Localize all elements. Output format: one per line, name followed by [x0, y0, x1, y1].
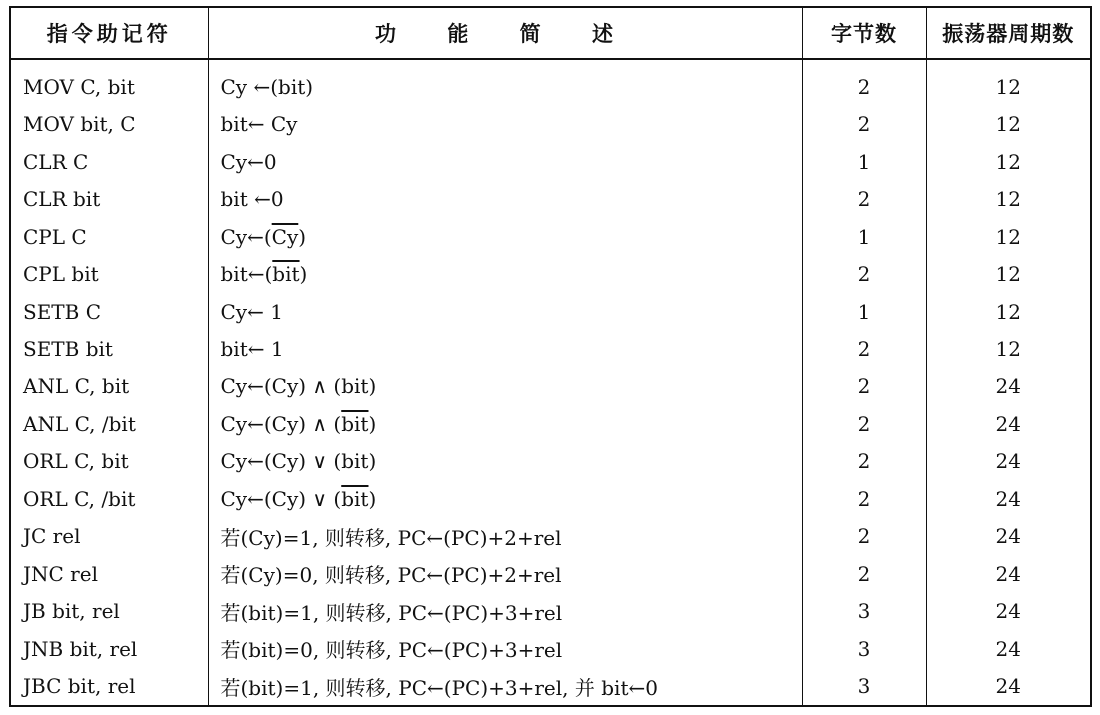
bytes-cell: 2 — [802, 330, 926, 367]
bytes-cell: 2 — [802, 405, 926, 442]
cycles-cell: 12 — [926, 293, 1090, 330]
header-function: 功 能 简 述 — [208, 8, 802, 59]
function-cell: Cy←0 — [208, 143, 802, 180]
cycles-cell: 12 — [926, 59, 1090, 106]
complement-overline: $\overline{bit}$ — [341, 486, 369, 511]
table-row — [11, 480, 1090, 517]
complement-overline: $\overline{bit}$ — [272, 262, 300, 287]
bytes-cell: 1 — [802, 143, 926, 180]
mnemonic-cell: MOV bit, C — [23, 112, 136, 137]
bytes-cell: 2 — [802, 518, 926, 555]
table-row — [11, 630, 1090, 667]
cycles-cell: 24 — [926, 555, 1090, 592]
function-cell: 若(bit)=0, 则转移, PC←(PC)+3+rel — [208, 630, 802, 667]
function-cell: bit← 1 — [208, 330, 802, 367]
bytes-cell: 2 — [802, 480, 926, 517]
bytes-cell: 1 — [802, 218, 926, 255]
bytes-cell: 2 — [802, 555, 926, 592]
cycles-cell: 24 — [926, 405, 1090, 442]
table-body — [11, 59, 1090, 705]
bit-instruction-table — [11, 8, 1090, 705]
table-row — [11, 218, 1090, 255]
function-cell: $bit\leftarrow(\overline{bit})$ — [208, 255, 802, 292]
cycles-cell: 24 — [926, 443, 1090, 480]
function-cell: $Cy\leftarrow(\overline{Cy})$ — [208, 218, 802, 255]
function-cell: 若(bit)=1, 则转移, PC←(PC)+3+rel — [208, 592, 802, 629]
table-row — [11, 180, 1090, 217]
table-row — [11, 518, 1090, 555]
mnemonic-cell: ORL C, bit — [23, 449, 129, 474]
table-row — [11, 368, 1090, 405]
cycles-cell: 24 — [926, 592, 1090, 629]
cycles-cell: 12 — [926, 330, 1090, 367]
mnemonic-cell: JBC bit, rel — [23, 674, 136, 699]
function-cell: 若(Cy)=0, 则转移, PC←(PC)+2+rel — [208, 555, 802, 592]
mnemonic-cell: JB bit, rel — [23, 599, 120, 624]
bytes-cell: 2 — [802, 180, 926, 217]
bytes-cell: 3 — [802, 592, 926, 629]
cycles-cell: 24 — [926, 630, 1090, 667]
table-row — [11, 255, 1090, 292]
header-bytes: 字节数 — [802, 8, 926, 59]
mnemonic-cell: CPL C — [23, 224, 87, 249]
mnemonic-cell: ANL C, /bit — [23, 411, 136, 436]
table-row — [11, 443, 1090, 480]
mnemonic-cell: JNC rel — [23, 561, 98, 586]
cycles-cell: 24 — [926, 667, 1090, 705]
table-row — [11, 59, 1090, 106]
table-row — [11, 330, 1090, 367]
header-row — [11, 8, 1090, 59]
function-cell: Cy←(Cy) ∨ (bit) — [208, 443, 802, 480]
table-row — [11, 592, 1090, 629]
function-cell: Cy← 1 — [208, 293, 802, 330]
bytes-cell: 2 — [802, 59, 926, 106]
mnemonic-cell: MOV C, bit — [23, 74, 135, 99]
mnemonic-cell: SETB C — [23, 299, 101, 324]
function-cell: bit ←0 — [208, 180, 802, 217]
table-row — [11, 143, 1090, 180]
mnemonic-cell: JC rel — [23, 524, 81, 549]
mnemonic-cell: JNB bit, rel — [23, 636, 138, 661]
table-row — [11, 667, 1090, 705]
mnemonic-cell: SETB bit — [23, 337, 113, 361]
bytes-cell: 2 — [802, 443, 926, 480]
cycles-cell: 24 — [926, 368, 1090, 405]
bytes-cell: 3 — [802, 667, 926, 705]
function-cell: 若(bit)=1, 则转移, PC←(PC)+3+rel, 并 bit←0 — [208, 667, 802, 705]
cycles-cell: 12 — [926, 255, 1090, 292]
instruction-table-frame — [9, 6, 1092, 707]
bytes-cell: 2 — [802, 255, 926, 292]
table-row — [11, 106, 1090, 143]
function-cell: bit← Cy — [208, 106, 802, 143]
function-cell: 若(Cy)=1, 则转移, PC←(PC)+2+rel — [208, 518, 802, 555]
bytes-cell: 2 — [802, 106, 926, 143]
function-cell: Cy←(Cy) ∨ $(\overline{bit})$ — [208, 480, 802, 517]
bytes-cell: 2 — [802, 368, 926, 405]
function-cell: Cy ←(bit) — [208, 59, 802, 106]
cycles-cell: 12 — [926, 143, 1090, 180]
table-row — [11, 405, 1090, 442]
bytes-cell: 3 — [802, 630, 926, 667]
mnemonic-cell: ORL C, /bit — [23, 486, 136, 511]
header-mnemonic: 指令助记符 — [11, 8, 208, 59]
mnemonic-cell: CLR C — [23, 149, 89, 174]
mnemonic-cell: ANL C, bit — [23, 374, 130, 399]
bytes-cell: 1 — [802, 293, 926, 330]
mnemonic-cell: CLR bit — [23, 187, 101, 212]
complement-overline: $\overline{Cy}$ — [271, 224, 299, 249]
function-cell: Cy←(Cy) ∧ (bit) — [208, 368, 802, 405]
function-cell: Cy←(Cy) ∧ $(\overline{bit})$ — [208, 405, 802, 442]
cycles-cell: 24 — [926, 518, 1090, 555]
header-cycles: 振荡器周期数 — [926, 8, 1090, 59]
complement-overline: $\overline{bit}$ — [341, 411, 369, 436]
cycles-cell: 24 — [926, 480, 1090, 517]
table-row — [11, 293, 1090, 330]
cycles-cell: 12 — [926, 106, 1090, 143]
cycles-cell: 12 — [926, 180, 1090, 217]
mnemonic-cell: CPL bit — [23, 262, 99, 287]
cycles-cell: 12 — [926, 218, 1090, 255]
table-row — [11, 555, 1090, 592]
